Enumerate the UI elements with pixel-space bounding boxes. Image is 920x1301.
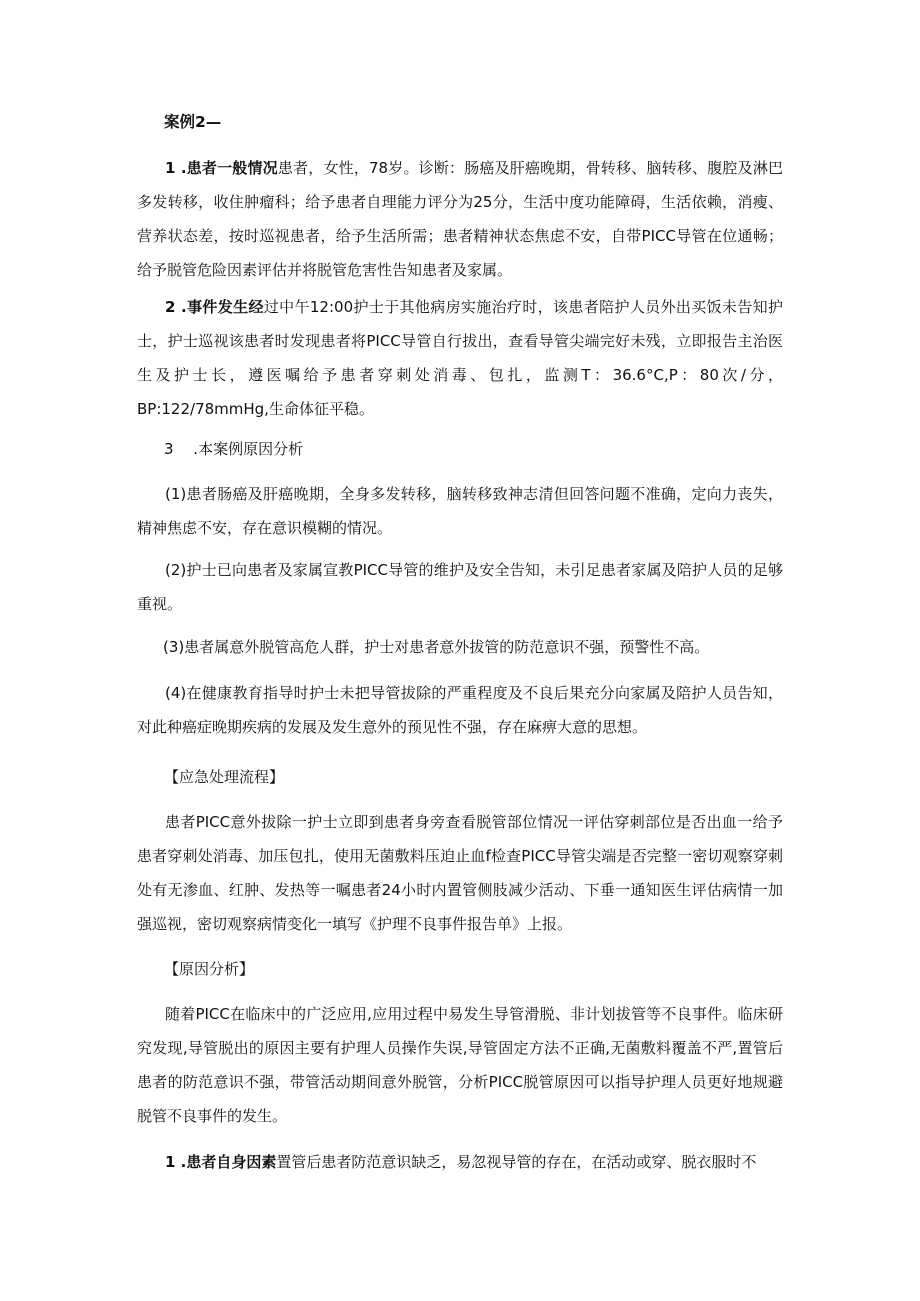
paragraph-cause-analysis: 随着PICC在临床中的广泛应用,应用过程中易发生导管滑脱、非计划拔管等不良事件。临床研究发现,导管脱出的原因主要有护理人员操作失误,导管固定方法不正确,无菌敷料覆盖不严,置管后患者的防范意识不强，带管活动期间意外脱管，分析PICC脱管原因可以指导护理人员更好地规避脱管不良事件的发生。 (137, 1005, 783, 1125)
paragraph-general-condition (137, 151, 783, 287)
paragraph-emergency-process: 患者PICC意外拔除一护士立即到患者身旁查看脱管部位情况一评估穿刺部位是否出血一给予患者穿刺处消毒、加压包扎，使用无菌敷料压迫止血f检查PICC导管尖端是否完整一密切观察穿刺处有无渗血、红肿、发热等一嘱患者24小时内置管侧肢减少活动、下垂一通知医生评估病情一加强巡视，密切观察病情变化一填写《护理不良事件报告单》上报。 (137, 813, 783, 933)
case-title: 案例2— (164, 113, 222, 131)
reason-item-1: (1)患者肠癌及肝癌晚期，全身多发转移，脑转移致神志清但回答问题不准确，定向力丧失，精神焦虑不安，存在意识模糊的情况。 (137, 485, 783, 537)
paragraph-patient-factors (137, 1145, 783, 1179)
paragraph-event (137, 290, 783, 426)
paragraph-label: 2 .事件发生经 (165, 298, 264, 316)
paragraph-label: 1 .患者一般情况 (165, 159, 278, 177)
paragraph-text: 过中午12:00护士于其他病房实施治疗时，该患者陪护人员外出买饭未告知护士，护士巡视该患者时发现患者将PICC导管自行拔出，查看导管尖端完好未残，立即报告主治医生及护士长，遵医嘱给予患者穿刺处消毒、包扎，监测T：36.6°C,P：80次/分，BP:122/78mmHg,生命体征平稳。 (137, 298, 783, 418)
reason-item-2: (2)护士已向患者及家属宣教PICC导管的维护及安全告知，未引足患者家属及陪护人员的足够重视。 (137, 561, 783, 613)
section-cause-analysis: 【原因分析】 (164, 960, 255, 978)
paragraph-label: 1 .患者自身因素 (165, 1153, 277, 1171)
reason-item-4: (4)在健康教育指导时护士未把导管拔除的严重程度及不良后果充分向家属及陪护人员告知，对此种癌症晚期疾病的发展及发生意外的预见性不强，存在麻痹大意的思想。 (137, 684, 783, 736)
paragraph-text: 患者，女性，78岁。诊断：肠癌及肝癌晚期，骨转移、脑转移、腹腔及淋巴多发转移，收住肿瘤科；给予患者自理能力评分为25分，生活中度功能障碍，生活依赖，消瘦、营养状态差，按时巡视患者，给予生活所需；患者精神状态焦虑不安，自带PICC导管在位通畅；给予脱管危险因素评估并将脱管危害性告知患者及家属。 (137, 159, 784, 279)
section-emergency-process: 【应急处理流程】 (164, 768, 285, 786)
section-case-analysis: 3 .本案例原因分析 (164, 440, 304, 458)
paragraph-text: 置管后患者防范意识缺乏，易忽视导管的存在，在活动或穿、脱衣服时不 (276, 1153, 757, 1171)
reason-item-3: (3)患者属意外脱管高危人群，护士对患者意外拔管的防范意识不强，预警性不高。 (163, 638, 710, 656)
